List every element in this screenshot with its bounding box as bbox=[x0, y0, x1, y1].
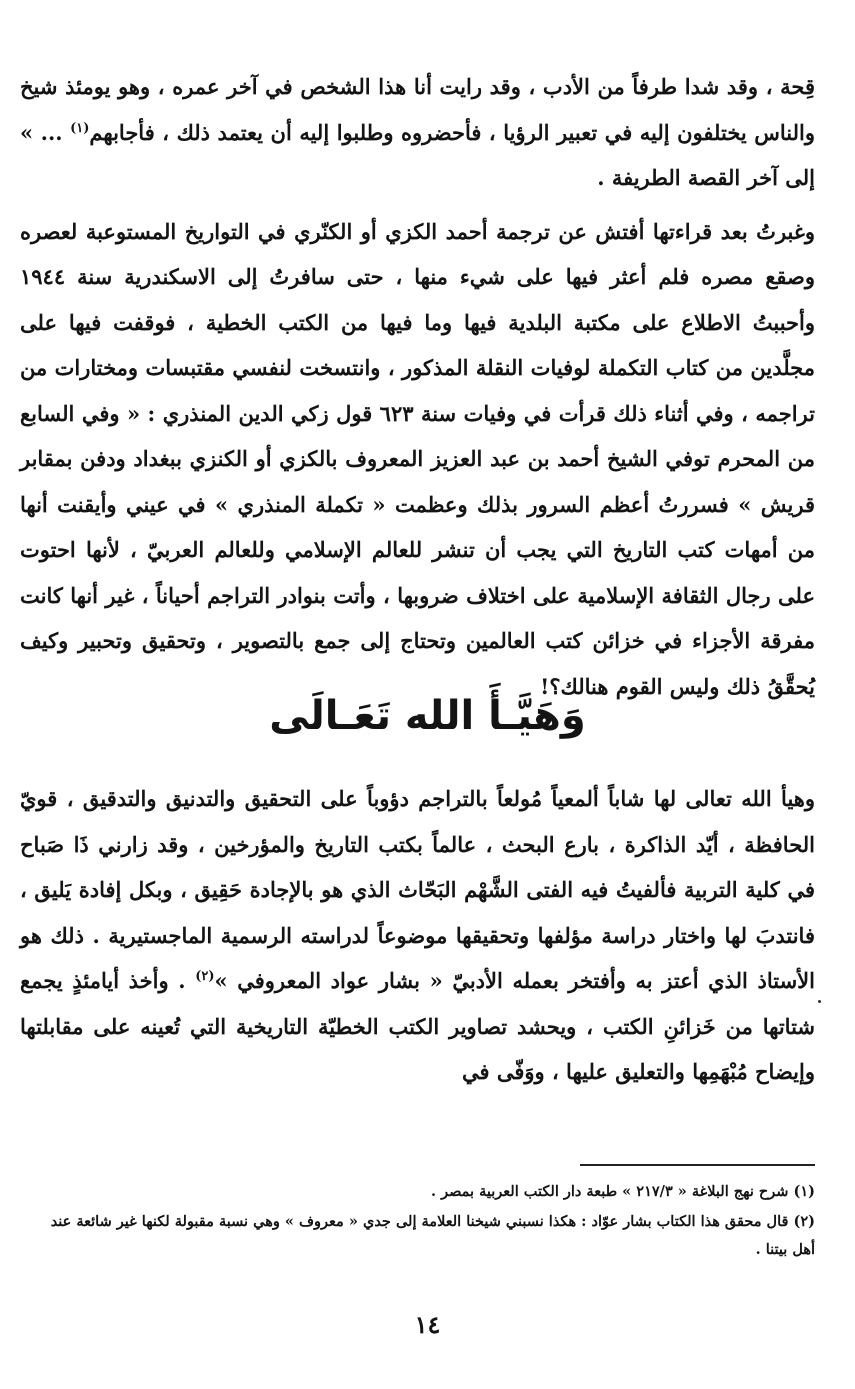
footnote-ref-1: (١) bbox=[70, 120, 90, 136]
body-text-bottom bbox=[20, 776, 815, 1095]
body-text-top bbox=[20, 64, 815, 709]
section-heading: وَهَيَّـأَ الله تَعَـالَى bbox=[269, 693, 586, 739]
page-number: ١٤ bbox=[414, 1310, 441, 1339]
paragraph-2-text: وغبرتُ بعد قراءتها أفتش عن ترجمة أحمد الكزي أو الكنّري في التواريخ المستوعبة لعصره وصقع مصره فلم أعثر فيها على شيء منها ، حتى سافرتُ إلى الاسكندرية سنة ١٩٤٤ وأحببتُ الاطلاع على مكتبة البلدية فيها وما فيها من الكتب الخطية ، فوقفت فيها على مجلَّدين من كتاب التكملة لوفيات النقلة المذكور ، وانتسخت لنفسي مقتبسات ومختارات من تراجمه ، وفي أثناء ذلك قرأت في وفيات سنة ٦٢٣ قول زكي الدين المنذري : « وفي السابع من المحرم توفي الشيخ أحمد بن عبد العزيز المعروف بالكزي أو الكنزي ببغداد ودفن بمقابر قريش » فسررتُ أعظم السرور بذلك وعظمت « تكملة المنذري » في عيني وأيقنت أنها من أمهات كتب التاريخ التي يجب أن تنشر للعالم الإسلامي وللعالم العربيّ ، لأنها احتوت على رجال الثقافة الإسلامية على اختلاف ضروبها ، وأتت بنوادر التراجم أحياناً ، غير أنها كانت مفرقة الأجزاء في خزائن كتب العالمين وتحتاج إلى جمع بالتصوير ، وتحقيق وتحبير وكيف يُحقَّقُ ذلك وليس القوم هنالك؟! bbox=[20, 218, 815, 699]
paragraph-3 bbox=[20, 776, 815, 1095]
paragraph-1 bbox=[20, 64, 815, 201]
paragraph-1-text: قِحة ، وقد شدا طرفاً من الأدب ، وقد رايت أنا هذا الشخص في آخر عمره ، وهو يومئذ شيخ والناس يختلفون إليه في تعبير الرؤيا ، فأحضروه وطلبوا إليه أن يعتمد ذلك ، فأجابهم bbox=[20, 74, 816, 145]
footnote-2: (٢) قال محقق هذا الكتاب بشار عوّاد : هكذا نسبني شيخنا العلامة إلى جدي « معروف » وهي نسبة مقبولة لكنها غير شائعة عند أهل بيتنا . bbox=[50, 1213, 815, 1258]
footnote-1: (١) شرح نهج البلاغة « ٢١٧/٣ » طبعة دار الكتب العربية بمصر . bbox=[430, 1183, 815, 1200]
page-speck bbox=[818, 1000, 821, 1003]
paragraph-3-text: وهيأ الله تعالى لها شاباً ألمعياً مُولعاً بالتراجم دؤوباً على التحقيق والتدنيق والتدقيق ، قويّ الحافظة ، أيّد الذاكرة ، بارع البحث ، عالماً بكتب التاريخ والمؤرخين ، وقد زارني ذَا صَباح في كلية التربية فألفيتُ فيه الفتى الشَّهْم البَحّاث الذي هو بالإجادة حَقِيق ، وبكل إفادة يَليق ، فانتدبَ لها واختار دراسة مؤلفها وتحقيقها موضوعاً لدراسته الرسمية الماجستيرية . ذلك هو الأستاذ الذي أعتز به وأفتخر بعمله الأدبيّ « بشار عواد المعروفي » bbox=[20, 786, 815, 993]
paragraph-3-tail: . وأخذ أيامئذٍ يجمع شتاتها من خَزائنِ الكتب ، ويحشد تصاوير الكتب الخطيّة التاريخية التي تُعينه على مقابلتها وإيضاح مُبْهَمِها والتعليق عليها ، ووَفّى في bbox=[20, 968, 815, 1084]
footnote-divider bbox=[580, 1164, 815, 1166]
paragraph-2 bbox=[20, 209, 815, 710]
footnote-ref-2: (٢) bbox=[195, 969, 215, 984]
paragraph-1-tail: ... » إلى آخر القصة الطريفة . bbox=[20, 119, 815, 190]
footnotes bbox=[30, 1178, 815, 1264]
